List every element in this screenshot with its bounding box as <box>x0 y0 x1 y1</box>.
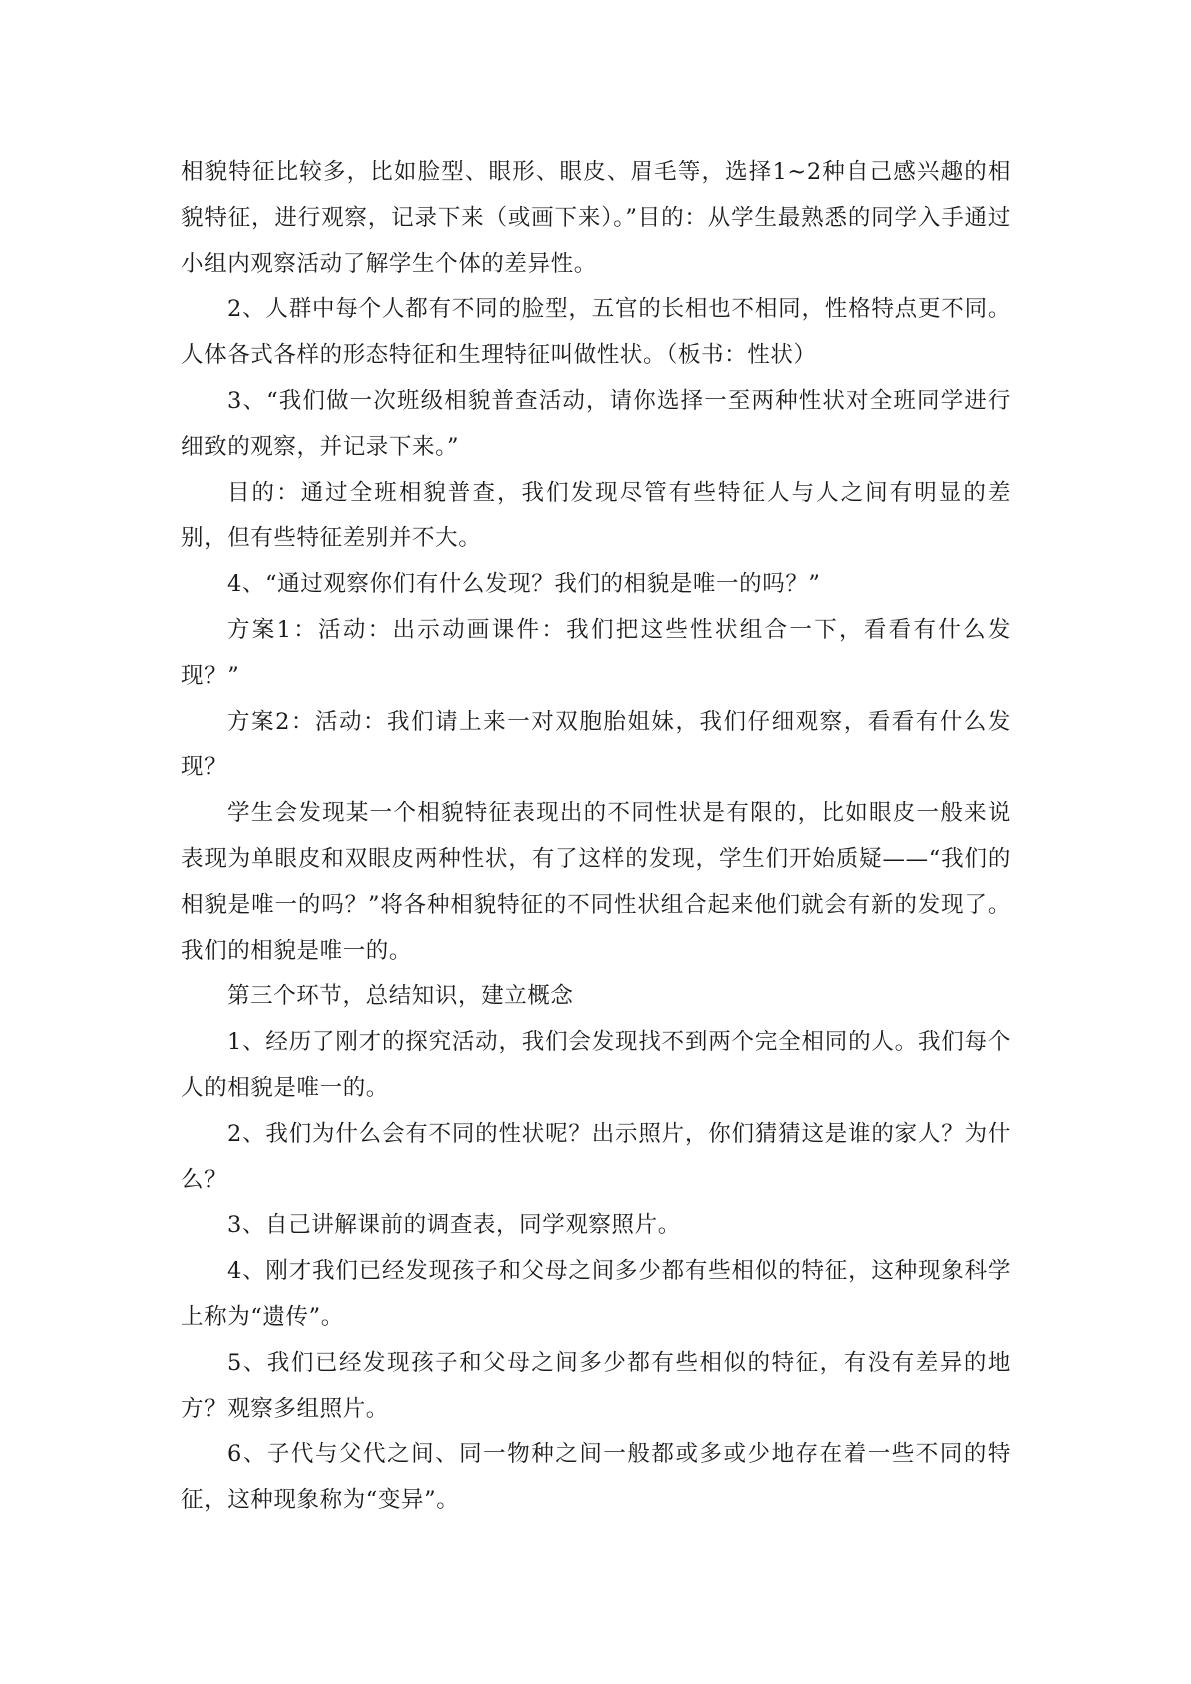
paragraph-15: 6、子代与父代之间、同一物种之间一般都或多或少地存在着一些不同的特征，这种现象称为“变异”。 <box>181 1441 1011 1514</box>
paragraph-8: 学生会发现某一个相貌特征表现出的不同性状是有限的，比如眼皮一般来说表现为单眼皮和双眼皮两种性状，有了这样的发现，学生们开始质疑——“我们的相貌是唯一的吗？”将各种相貌特征的不同性状组合起来他们就会有新的发现了。我们的相貌是唯一的。 <box>181 800 1011 964</box>
paragraph-1: 相貌特征比较多，比如脸型、眼形、眼皮、眉毛等，选择1~2种自己感兴趣的相貌特征，进行观察，记录下来（或画下来）。”目的：从学生最熟悉的同学入手通过小组内观察活动了解学生个体的差异性。 <box>181 159 1011 277</box>
paragraph-3: 3、“我们做一次班级相貌普查活动，请你选择一至两种性状对全班同学进行细致的观察，并记录下来。” <box>181 387 1011 460</box>
paragraph-11: 2、我们为什么会有不同的性状呢？出示照片，你们猜猜这是谁的家人？为什么？ <box>181 1120 1011 1193</box>
paragraph-7: 方案2：活动：我们请上来一对双胞胎姐妹，我们仔细观察，看看有什么发现？ <box>181 708 1011 781</box>
paragraph-13: 4、刚才我们已经发现孩子和父母之间多少都有些相似的特征，这种现象科学上称为“遗传”。 <box>181 1258 1011 1330</box>
paragraph-5: 4、“通过观察你们有什么发现？我们的相貌是唯一的吗？” <box>227 571 821 598</box>
paragraph-10: 1、经历了刚才的探究活动，我们会发现找不到两个完全相同的人。我们每个人的相貌是唯一的。 <box>181 1029 1011 1101</box>
paragraph-4: 目的：通过全班相貌普查，我们发现尽管有些特征人与人之间有明显的差别，但有些特征差别并不大。 <box>181 479 1011 552</box>
paragraph-2: 2、人群中每个人都有不同的脸型，五官的长相也不相同，性格特点更不同。人体各式各样的形态特征和生理特征叫做性状。（板书：性状） <box>181 296 1011 369</box>
paragraph-12: 3、自己讲解课前的调查表，同学观察照片。 <box>227 1212 681 1239</box>
document-body <box>181 150 1011 1524</box>
paragraph-6: 方案1：活动：出示动画课件：我们把这些性状组合一下，看看有什么发现？” <box>181 616 1011 689</box>
section-heading: 第三个环节，总结知识，建立概念 <box>227 983 574 1010</box>
paragraph-14: 5、我们已经发现孩子和父母之间多少都有些相似的特征，有没有差异的地方？观察多组照片。 <box>181 1349 1011 1422</box>
